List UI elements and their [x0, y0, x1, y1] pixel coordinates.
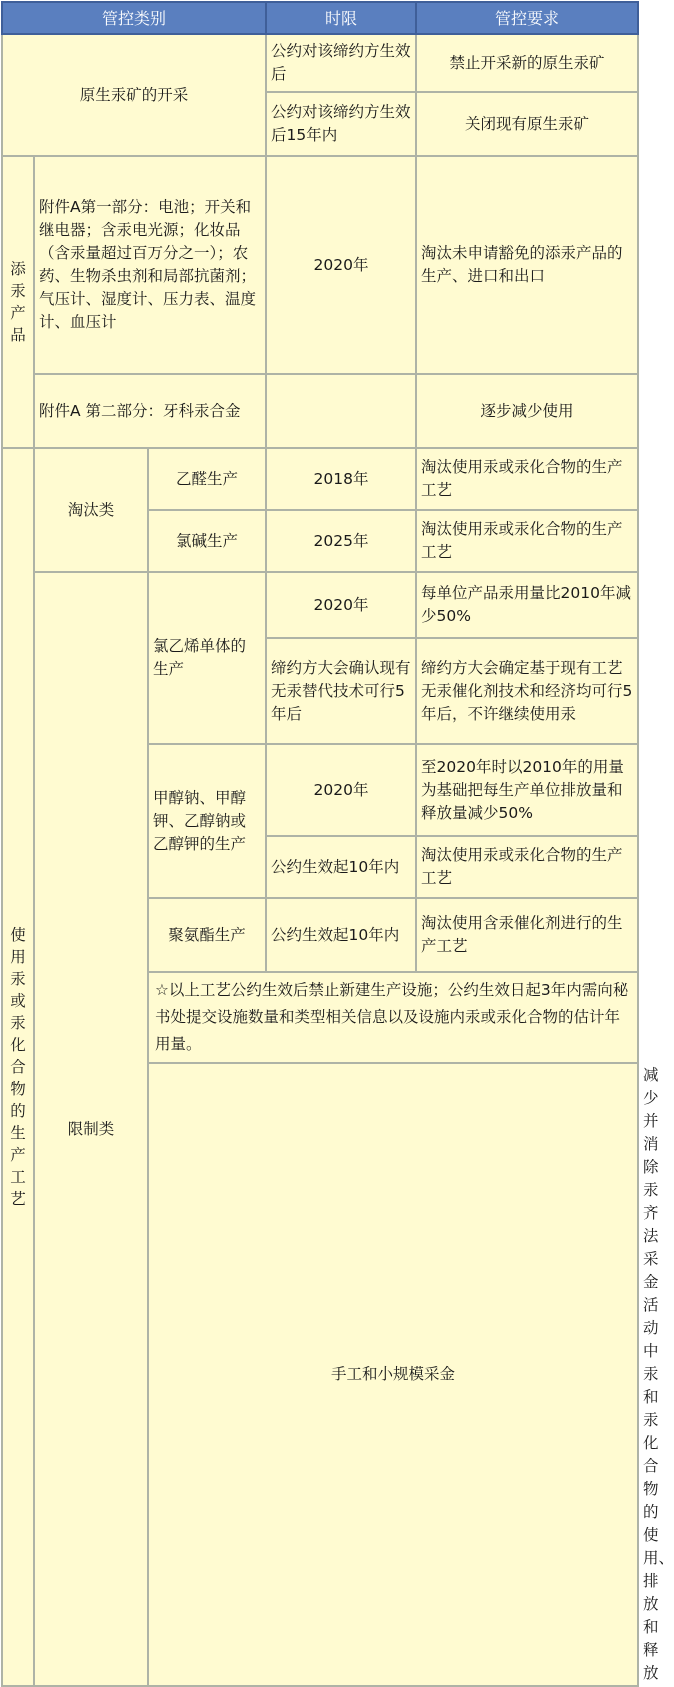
deadline-cell: 公约对该缔约方生效后15年内: [266, 92, 416, 156]
deadline-cell: 缔约方大会确认现有无汞替代技术可行5年后: [266, 638, 416, 744]
process-cell: 聚氨酯生产: [148, 898, 266, 972]
table-row: 手工和小规模采金 减少并消除汞齐法采金活动中汞和汞化合物的使用、排放和释放: [2, 1063, 638, 1686]
product-item: 附件A第一部分：电池；开关和继电器；含汞电光源；化妆品（含汞量超过百万分之一）；农药、生物杀虫剂和局部抗菌剂；气压计、湿度计、压力表、温度计、血压计: [34, 156, 266, 374]
subcategory-restricted: 限制类: [34, 572, 148, 1686]
table-row: [2, 448, 638, 510]
product-item: 附件A 第二部分：牙科汞合金: [34, 374, 266, 448]
table-row: [2, 156, 638, 374]
requirement-cell: 禁止开采新的原生汞矿: [416, 34, 638, 92]
requirement-cell: 淘汰使用汞或汞化合物的生产工艺: [416, 510, 638, 572]
requirement-cell: 逐步减少使用: [416, 374, 638, 448]
deadline-cell: 2020年: [266, 572, 416, 638]
process-cell: 甲醇钠、甲醇钾、乙醇钠或乙醇钾的生产: [148, 744, 266, 898]
deadline-cell: 2025年: [266, 510, 416, 572]
process-cell: 氯碱生产: [148, 510, 266, 572]
requirement-cell: 缔约方大会确定基于现有工艺无汞催化剂技术和经济均可行5年后，不许继续使用汞: [416, 638, 638, 744]
category-mining: 原生汞矿的开采: [2, 34, 266, 156]
deadline-cell: 公约对该缔约方生效后: [266, 34, 416, 92]
requirement-cell: 至2020年时以2010年的用量为基础把每生产单位排放量和释放量减少50%: [416, 744, 638, 836]
table-row: [2, 374, 638, 448]
process-note: ☆以上工艺公约生效后禁止新建生产设施；公约生效日起3年内需向秘书处提交设施数量和类型相关信息以及设施内汞或汞化合物的估计年用量。: [148, 972, 638, 1063]
header-requirement: 管控要求: [416, 2, 638, 34]
requirement-cell: 淘汰未申请豁免的添汞产品的生产、进口和出口: [416, 156, 638, 374]
deadline-cell: 2020年: [266, 744, 416, 836]
requirement-cell: 淘汰使用汞或汞化合物的生产工艺: [416, 836, 638, 898]
deadline-cell: 公约生效起10年内: [266, 898, 416, 972]
table-row: [2, 572, 638, 638]
requirement-cell: 每单位产品汞用量比2010年减少50%: [416, 572, 638, 638]
category-processes: 使用汞或汞化合物的生产工艺: [2, 448, 34, 1686]
header-category: 管控类别: [2, 2, 266, 34]
process-cell: 乙醛生产: [148, 448, 266, 510]
requirement-cell: 淘汰使用汞或汞化合物的生产工艺: [416, 448, 638, 510]
deadline-cell: 2020年: [266, 156, 416, 374]
header-deadline: 时限: [266, 2, 416, 34]
deadline-cell: [266, 374, 416, 448]
mercury-control-table: [1, 1, 674, 1687]
category-asgm: 手工和小规模采金: [148, 1063, 638, 1686]
requirement-cell: 淘汰使用含汞催化剂进行的生产工艺: [416, 898, 638, 972]
process-cell: 氯乙烯单体的生产: [148, 572, 266, 744]
requirement-cell: 关闭现有原生汞矿: [416, 92, 638, 156]
deadline-cell: 公约生效起10年内: [266, 836, 416, 898]
subcategory-phaseout: 淘汰类: [34, 448, 148, 572]
table-row: [2, 34, 638, 92]
category-products: 添汞产品: [2, 156, 34, 448]
header-row: [2, 2, 638, 34]
deadline-cell: 2018年: [266, 448, 416, 510]
